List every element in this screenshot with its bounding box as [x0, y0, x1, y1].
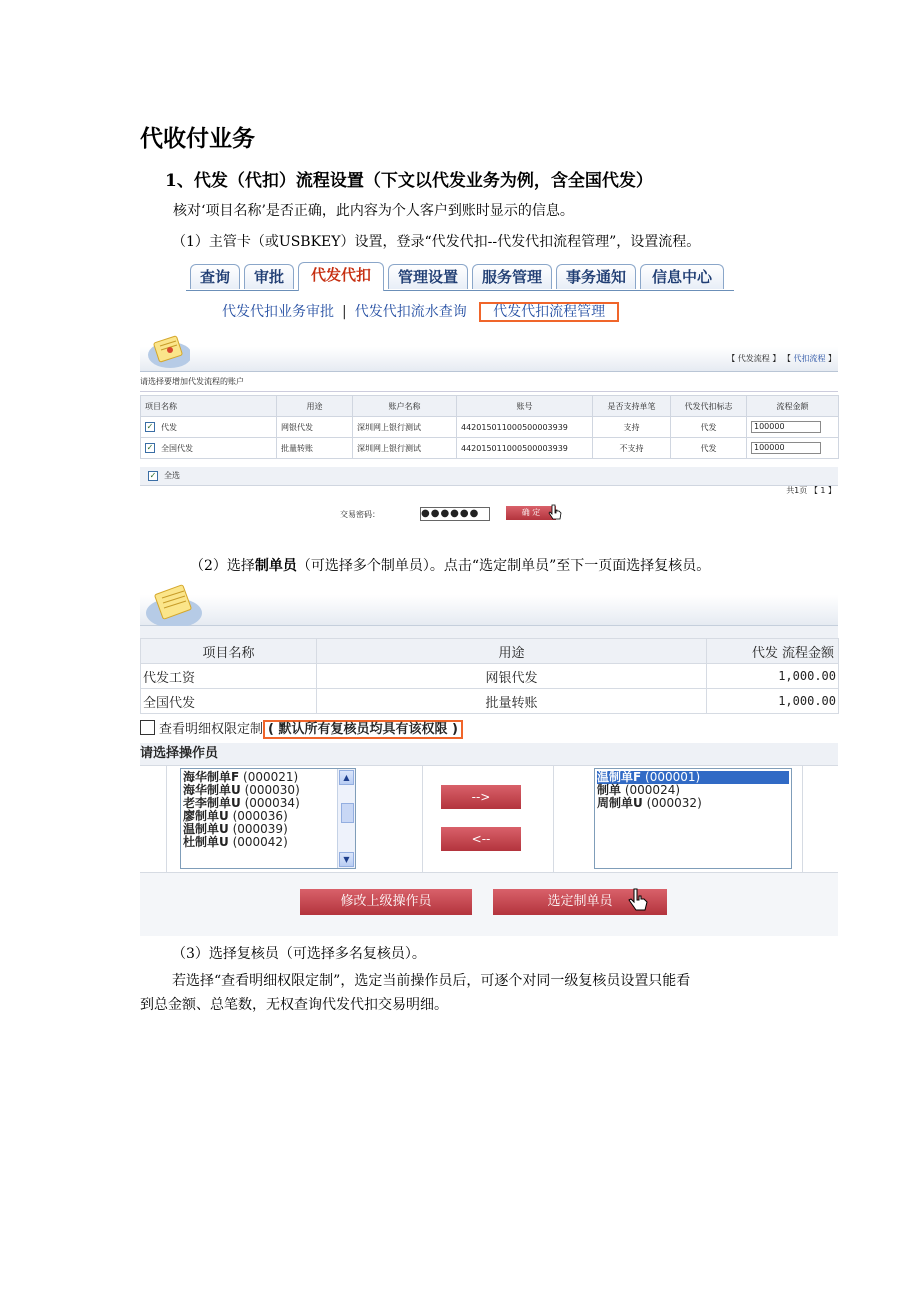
- row-account-no: 442015011000500003939: [457, 417, 593, 438]
- operator-code: (000030): [244, 783, 300, 797]
- operator-code: (000021): [243, 770, 299, 784]
- operator-name: 老李制单U: [183, 796, 241, 810]
- password-row: [340, 508, 541, 520]
- paragraph-detail-line2: 到总金额、总笔数，无权查询代发代扣交易明细。: [140, 997, 448, 1013]
- operator-code: (000036): [232, 809, 288, 823]
- row-checkbox[interactable]: ✓: [146, 422, 154, 431]
- operator-code: (000034): [244, 796, 300, 810]
- row-purpose: 网银代发: [277, 417, 353, 438]
- tab-management[interactable]: 管理设置: [388, 264, 468, 289]
- table-row: [141, 689, 839, 714]
- select-maker-button[interactable]: 选定制单员: [493, 889, 667, 915]
- move-left-button[interactable]: <--: [441, 827, 521, 851]
- operator-name: 廖制单U: [183, 809, 229, 823]
- row-account-name: 深圳网上银行测试: [353, 438, 457, 459]
- detail-permission-note: ( 默认所有复核员均具有该权限 ): [263, 720, 463, 739]
- tab-approval[interactable]: 审批: [244, 264, 294, 289]
- paragraph-detail-line1: 若选择“查看明细权限定制”，选定当前操作员后，可逐个对同一级复核员设置只能看: [172, 973, 691, 989]
- bracket-text: 】: [825, 354, 836, 363]
- section-title: 1、代发（代扣）流程设置（下文以代发业务为例，含全国代发）: [165, 171, 653, 191]
- list-item[interactable]: [183, 836, 335, 849]
- operator-name: 温制单F: [597, 770, 642, 784]
- list-scrollbar[interactable]: [337, 769, 355, 868]
- deduct-flow-link[interactable]: 代扣流程: [793, 354, 826, 363]
- tab-query[interactable]: 查询: [190, 264, 240, 289]
- row-amount: 1,000.00: [707, 689, 839, 714]
- col-header-name: 项目名称: [141, 396, 277, 417]
- select-all-row: [140, 467, 838, 486]
- column-divider: [422, 766, 423, 872]
- account-table: [140, 395, 839, 459]
- password-label: 交易密码：: [340, 510, 380, 519]
- header-band: [140, 626, 838, 638]
- col-header-single: 是否支持单笔: [593, 396, 671, 417]
- available-operators-list[interactable]: [180, 768, 356, 869]
- row-checkbox[interactable]: ✓: [146, 443, 154, 452]
- paragraph-step1: （1）主管卡（或USBKEY）设置，登录“代发代扣--代发代扣流程管理”，设置流程。: [172, 234, 701, 250]
- col-header-amount: 代发 流程金额: [707, 639, 839, 664]
- operator-name: 温制单U: [183, 822, 229, 836]
- amount-input[interactable]: 100000: [751, 421, 821, 433]
- hand-cursor-icon: [628, 887, 648, 913]
- pager[interactable]: 共1页 【 1 】: [786, 486, 836, 495]
- col-header-account-name: 账户名称: [353, 396, 457, 417]
- bracket-text: 【: [782, 354, 794, 363]
- detail-permission-checkbox[interactable]: [140, 720, 155, 735]
- paragraph-step3: （3）选择复核员（可选择多名复核员）。: [172, 946, 426, 962]
- move-right-button[interactable]: -->: [441, 785, 521, 809]
- col-header-account-no: 账号: [457, 396, 593, 417]
- subnav-flow-manage-link[interactable]: 代发代扣流程管理: [479, 302, 619, 322]
- detail-permission-row: [140, 719, 838, 741]
- operator-select-panel: [140, 583, 838, 936]
- paragraph-check-name: 核对‘项目名称’是否正确，此内容为个人客户到账时显示的信息。: [173, 203, 574, 219]
- detail-permission-label: 查看明细权限定制: [159, 722, 264, 737]
- col-header-flag: 代发代扣标志: [671, 396, 747, 417]
- operator-name: 杜制单U: [183, 835, 229, 849]
- confirm-button[interactable]: 确 定: [506, 506, 556, 520]
- row-purpose: 批量转账: [317, 689, 707, 714]
- operator-name: 海华制单U: [183, 783, 241, 797]
- col-header-purpose: 用途: [317, 639, 707, 664]
- main-tab-bar: [186, 262, 734, 291]
- step2-prefix: （2）选择: [190, 558, 255, 574]
- panel-header-bar: [140, 595, 838, 626]
- step2-suffix: （可选择多个制单员）。点击“选定制单员”至下一页面选择复核员。: [296, 558, 711, 574]
- row-flag: 代发: [671, 417, 747, 438]
- operator-picker: [140, 765, 838, 873]
- table-row: [141, 664, 839, 689]
- table-row: [141, 438, 839, 459]
- scroll-thumb[interactable]: [341, 803, 354, 823]
- row-purpose: 网银代发: [317, 664, 707, 689]
- subnav-approval-link[interactable]: 代发代扣业务审批: [222, 304, 334, 320]
- operator-code: (000039): [232, 822, 288, 836]
- operator-name: 周制单U: [597, 796, 643, 810]
- scroll-down-icon[interactable]: ▼: [339, 852, 354, 867]
- amount-input[interactable]: 100000: [751, 442, 821, 454]
- sub-navigation: [222, 301, 619, 321]
- hand-cursor-icon: [548, 503, 562, 521]
- row-account-name: 深圳网上银行测试: [353, 417, 457, 438]
- table-caption: 请选择要增加代发流程的账户: [140, 373, 838, 392]
- row-account-no: 442015011000500003939: [457, 438, 593, 459]
- operator-name: 制单: [597, 783, 622, 797]
- row-single: 支持: [593, 417, 671, 438]
- action-bar: [140, 873, 838, 936]
- selected-operators-list[interactable]: [594, 768, 792, 869]
- row-flag: 代发: [671, 438, 747, 459]
- operator-code: (000024): [624, 783, 681, 797]
- column-divider: [553, 766, 554, 872]
- row-name: 代发: [161, 422, 177, 432]
- select-all-checkbox[interactable]: ✓: [149, 470, 157, 480]
- operator-code: (000032): [646, 796, 702, 810]
- select-operator-heading: 请选择操作员: [140, 743, 838, 765]
- table-row: [141, 417, 839, 438]
- tab-info-center[interactable]: 信息中心: [640, 264, 724, 289]
- list-item[interactable]: [597, 797, 789, 810]
- paragraph-step2: [190, 555, 710, 575]
- select-all-label: 全选: [164, 471, 180, 480]
- operator-code: (000001): [645, 770, 701, 784]
- scroll-up-icon[interactable]: ▲: [339, 770, 354, 785]
- row-purpose: 批量转账: [277, 438, 353, 459]
- flow-links: [727, 353, 836, 364]
- page-title: 代收付业务: [140, 126, 255, 152]
- subnav-separator: |: [342, 304, 347, 320]
- col-header-purpose: 用途: [277, 396, 353, 417]
- flow-account-panel: [140, 333, 838, 538]
- row-amount: 1,000.00: [707, 664, 839, 689]
- modify-superior-button[interactable]: 修改上级操作员: [300, 889, 472, 915]
- project-table: [140, 638, 839, 714]
- row-name: 全国代发: [141, 689, 317, 714]
- row-single: 不支持: [593, 438, 671, 459]
- operator-name: 海华制单F: [183, 770, 240, 784]
- notepad-icon: [144, 583, 202, 629]
- operator-code: (000042): [232, 835, 288, 849]
- col-header-amount: 流程金额: [747, 396, 839, 417]
- pay-flow-link[interactable]: 【 代发流程 】: [727, 354, 781, 363]
- row-name: 全国代发: [161, 443, 193, 453]
- step2-bold: 制单员: [254, 558, 297, 574]
- tab-payroll[interactable]: 代发代扣: [298, 262, 384, 291]
- password-input[interactable]: ●●●●●●: [420, 507, 490, 521]
- notepad-icon: [146, 333, 190, 369]
- tab-service[interactable]: 服务管理: [472, 264, 552, 289]
- tab-notice[interactable]: 事务通知: [556, 264, 636, 289]
- column-divider: [166, 766, 167, 872]
- col-header-name: 项目名称: [141, 639, 317, 664]
- row-name: 代发工资: [141, 664, 317, 689]
- subnav-flow-query-link[interactable]: 代发代扣流水查询: [354, 304, 467, 320]
- column-divider: [802, 766, 803, 872]
